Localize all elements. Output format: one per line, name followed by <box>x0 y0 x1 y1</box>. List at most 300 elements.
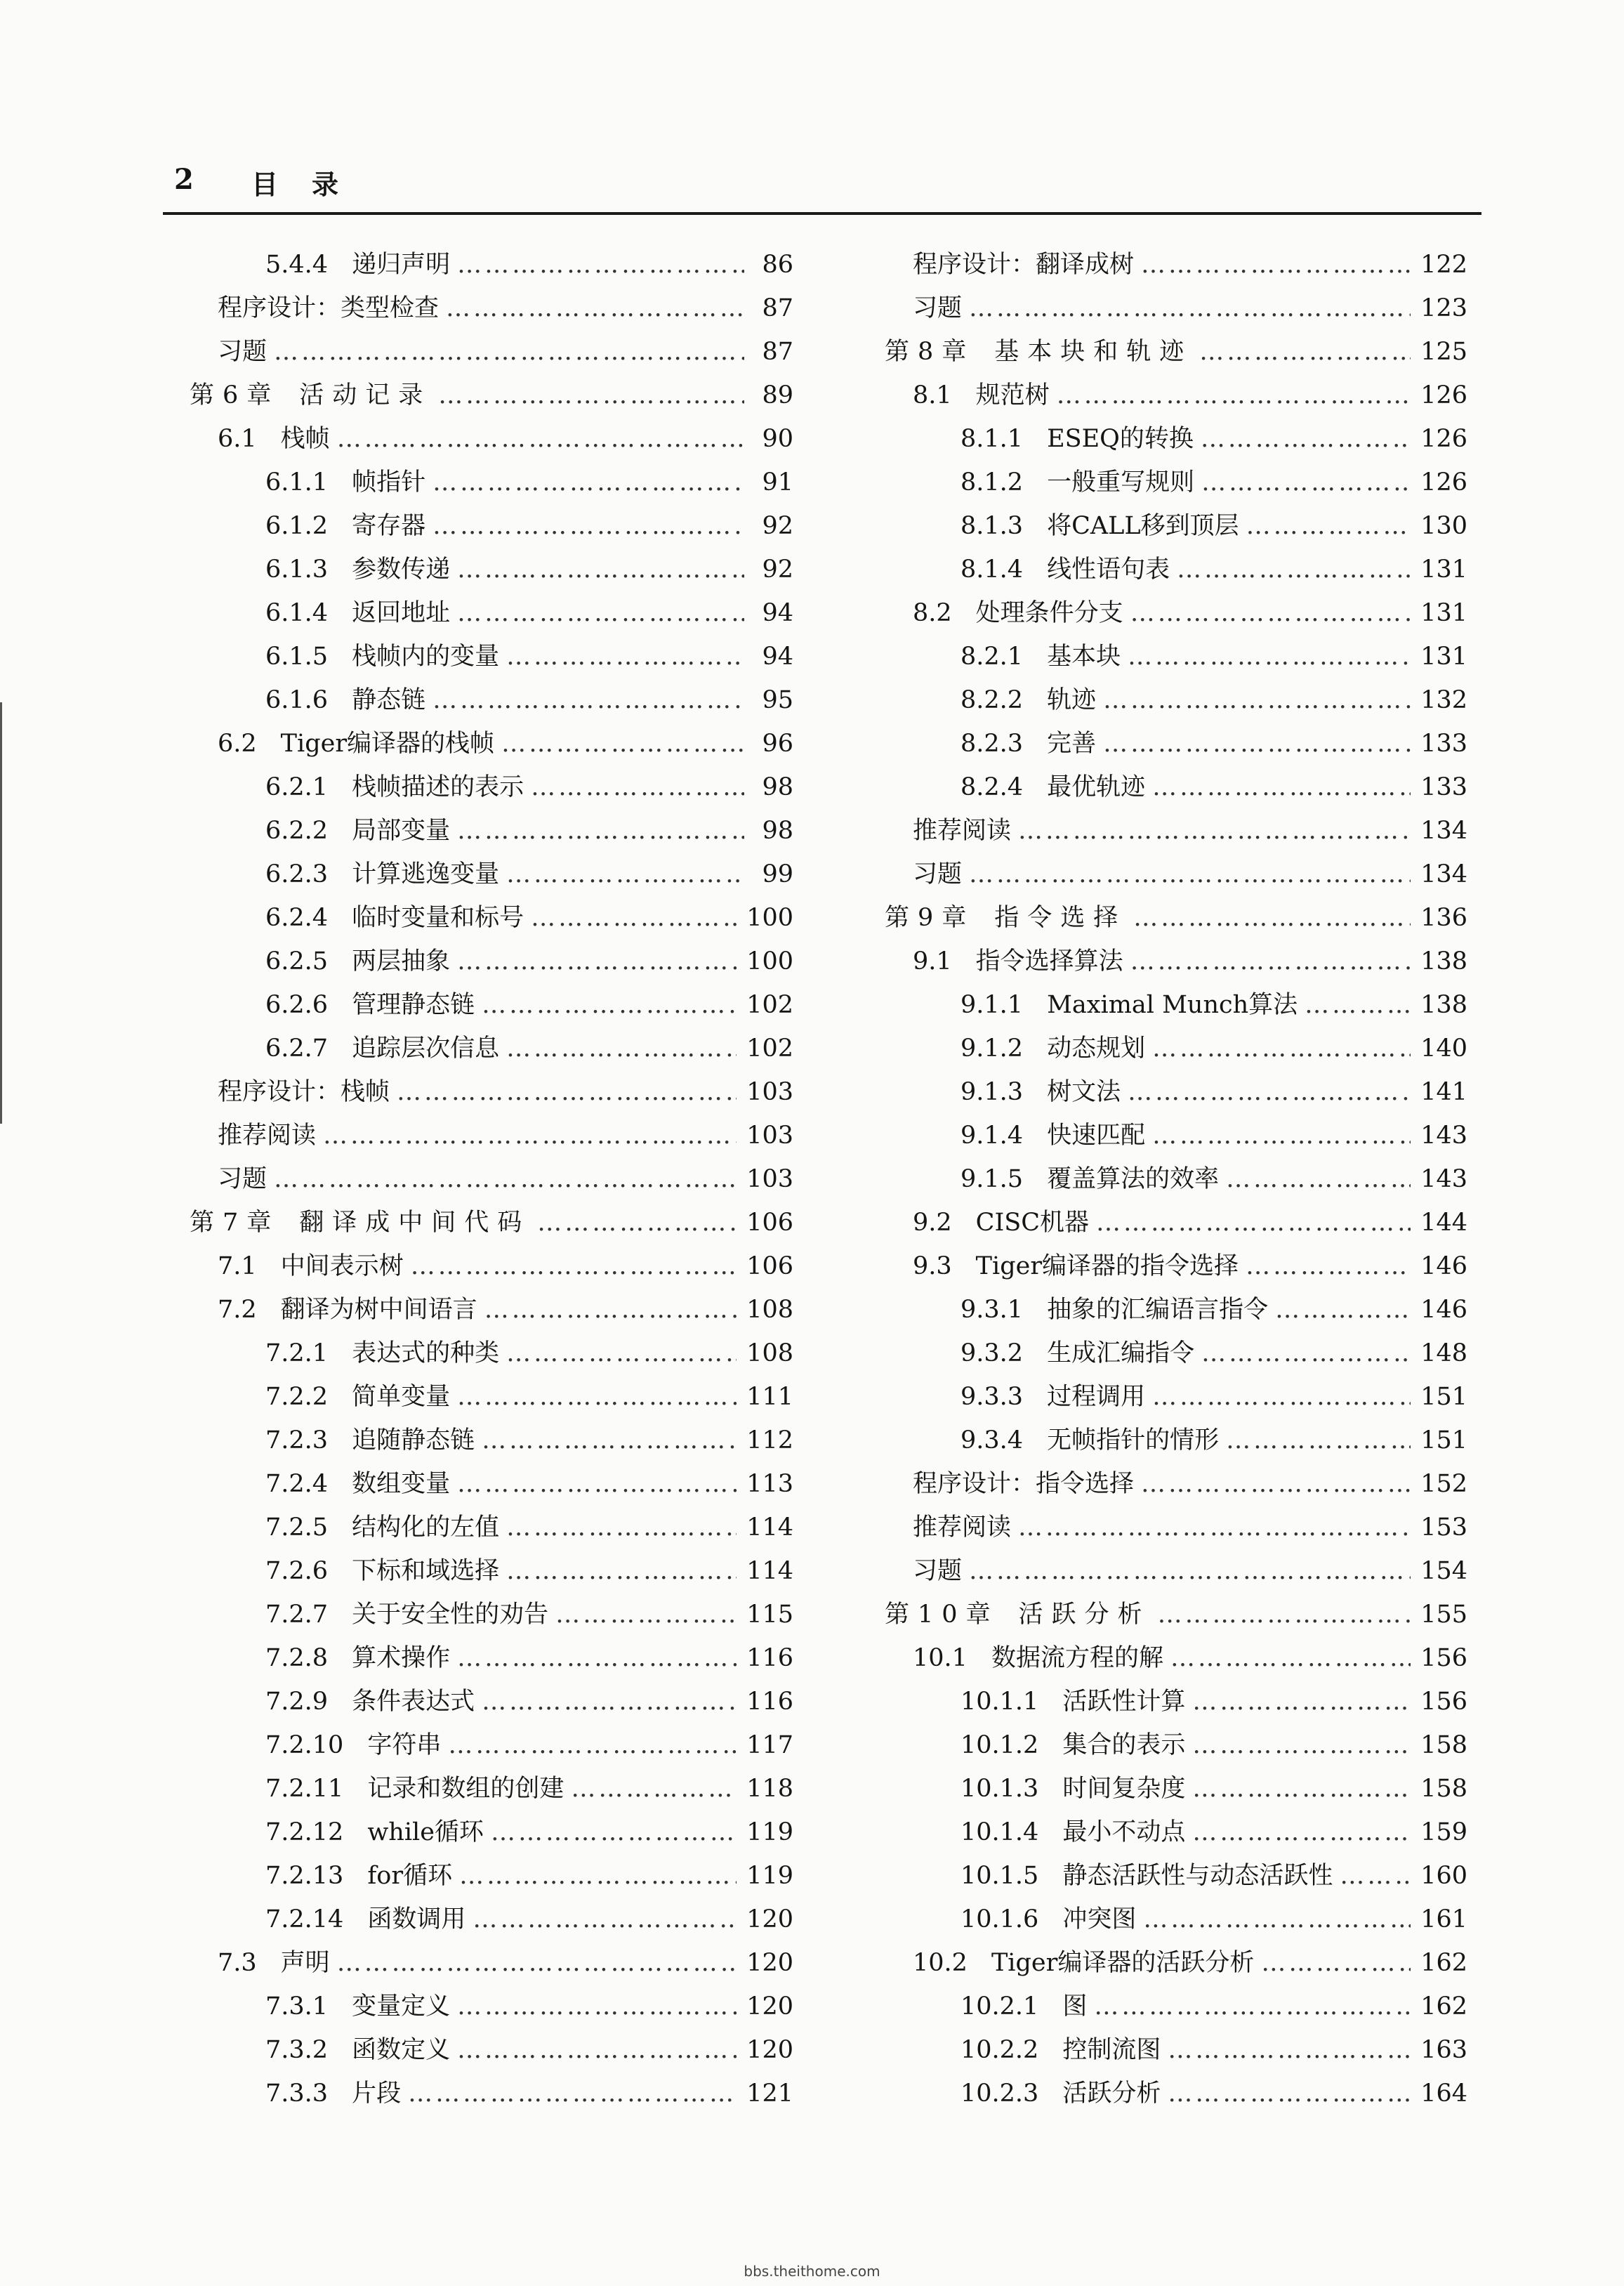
dot-leader <box>1168 2028 1411 2072</box>
dot-leader <box>274 1157 737 1201</box>
dot-leader <box>531 896 737 940</box>
toc-entry-number: 6.2.5 <box>265 947 329 976</box>
toc-entry <box>871 461 1467 504</box>
toc-entry <box>176 1680 793 1723</box>
toc-entry-title: 树文法 <box>1047 1078 1121 1106</box>
toc-entry-page: 162 <box>1420 1992 1467 2021</box>
toc-entry <box>871 853 1467 896</box>
dot-leader <box>571 1767 737 1811</box>
dot-leader <box>1057 374 1411 417</box>
toc-entry-number: 第8章 <box>885 338 975 366</box>
toc-entry-title: 集合的表示 <box>1062 1731 1186 1759</box>
toc-entry-page: 131 <box>1420 556 1467 584</box>
toc-entry-number: 7.2.8 <box>265 1644 329 1672</box>
dot-leader <box>1201 461 1411 504</box>
toc-entry-number: 5.4.4 <box>265 251 329 279</box>
toc-entry-title: 翻译成中间代码 <box>299 1209 531 1237</box>
toc-entry <box>871 1244 1467 1288</box>
toc-entry-title: 时间复杂度 <box>1062 1775 1186 1803</box>
toc-entry-page: 111 <box>746 1383 793 1411</box>
toc-entry-number: 7.2.10 <box>265 1731 344 1759</box>
dot-leader <box>1275 1288 1411 1332</box>
toc-entry-page: 136 <box>1420 904 1467 932</box>
toc-entry-number: 7.2.4 <box>265 1470 329 1498</box>
toc-entry-title: 习题 <box>218 1165 268 1193</box>
toc-entry-page: 86 <box>762 251 793 279</box>
toc-entry-title: 条件表达式 <box>352 1688 475 1716</box>
dot-leader <box>323 1114 737 1157</box>
toc-entry-page: 141 <box>1420 1078 1467 1106</box>
toc-entry <box>176 1332 793 1375</box>
toc-entry-number: 6.2.1 <box>265 773 329 801</box>
toc-entry-page: 120 <box>746 1905 793 1933</box>
toc-entry-title: Maximal Munch算法 <box>1047 991 1298 1019</box>
toc-entry-page: 160 <box>1420 1862 1467 1890</box>
toc-entry <box>176 809 793 853</box>
toc-entry-title: 指令选择 <box>994 904 1127 932</box>
toc-entry-page: 143 <box>1420 1165 1467 1193</box>
toc-entry-number: 第9章 <box>885 904 975 932</box>
toc-entry <box>176 983 793 1027</box>
toc-entry <box>871 1811 1467 1854</box>
toc-entry-page: 119 <box>746 1818 793 1846</box>
toc-entry-page: 126 <box>1420 468 1467 497</box>
toc-entry-number: 10.2.1 <box>960 1992 1039 2021</box>
toc-entry-number: 9.2 <box>913 1209 952 1237</box>
dot-leader <box>1305 983 1411 1027</box>
toc-entry-title: 将CALL移到顶层 <box>1047 512 1239 540</box>
dot-leader <box>1340 1854 1411 1898</box>
toc-entry-title: Tiger编译器的栈帧 <box>280 730 495 758</box>
toc-entry-title: Tiger编译器的指令选择 <box>975 1252 1239 1280</box>
toc-entry-number: 7.2.6 <box>265 1557 329 1585</box>
dot-leader <box>1133 896 1411 940</box>
toc-entry <box>176 1636 793 1680</box>
toc-entry-title: 栈帧 <box>280 425 330 453</box>
toc-entry-page: 98 <box>762 773 793 801</box>
toc-entry-title: 习题 <box>913 294 963 322</box>
toc-entry-title: 参数传递 <box>352 556 451 584</box>
toc-entry-title: 帧指针 <box>352 468 426 497</box>
toc-entry-title: 最优轨迹 <box>1047 773 1146 801</box>
toc-entry-page: 100 <box>746 904 793 932</box>
dot-leader <box>1141 243 1411 287</box>
toc-entry <box>871 1549 1467 1593</box>
dot-leader <box>457 1375 737 1419</box>
toc-entry-title: 函数调用 <box>367 1905 466 1933</box>
toc-entry <box>871 1941 1467 1985</box>
dot-leader <box>1152 766 1411 809</box>
dot-leader <box>1192 1811 1411 1854</box>
toc-entry-page: 138 <box>1420 947 1467 976</box>
dot-leader <box>274 330 744 374</box>
dot-leader <box>411 1244 737 1288</box>
toc-entry-title: 算术操作 <box>352 1644 451 1672</box>
toc-entry-title: while循环 <box>367 1818 484 1846</box>
toc-entry-title: 习题 <box>218 338 268 366</box>
toc-entry-number: 9.1 <box>913 947 952 976</box>
dot-leader <box>1246 504 1411 548</box>
dot-leader <box>969 1549 1411 1593</box>
toc-entry-number: 7.3 <box>218 1949 257 1977</box>
dot-leader <box>1018 1506 1411 1549</box>
dot-leader <box>457 1462 737 1506</box>
dot-leader <box>1152 1114 1411 1157</box>
dot-leader <box>1128 1070 1411 1114</box>
toc-entry-title: 中间表示树 <box>280 1252 404 1280</box>
toc-entry-page: 120 <box>746 1992 793 2021</box>
toc-entry-page: 102 <box>746 991 793 1019</box>
toc-entry-title: 函数定义 <box>352 2036 451 2064</box>
dot-leader <box>1261 1941 1411 1985</box>
toc-entry-page: 94 <box>762 643 793 671</box>
toc-entry <box>871 1288 1467 1332</box>
toc-entry <box>176 417 793 461</box>
toc-left-column <box>176 243 793 2115</box>
toc-entry-page: 115 <box>746 1601 793 1629</box>
toc-entry-number: 10.1 <box>913 1644 968 1672</box>
toc-entry-title: 追踪层次信息 <box>352 1034 500 1063</box>
toc-entry <box>871 1506 1467 1549</box>
toc-entry-number: 7.1 <box>218 1252 257 1280</box>
dot-leader <box>337 1941 737 1985</box>
dot-leader <box>482 1680 737 1723</box>
toc-entry <box>871 417 1467 461</box>
toc-entry-page: 96 <box>762 730 793 758</box>
toc-entry-page: 94 <box>762 599 793 627</box>
toc-entry-number: 7.2.9 <box>265 1688 329 1716</box>
toc-entry <box>176 896 793 940</box>
toc-entry-title: 习题 <box>913 1557 963 1585</box>
toc-entry-title: 生成汇编指令 <box>1047 1339 1195 1367</box>
toc-entry-number: 6.2 <box>218 730 257 758</box>
toc-entry-title: 习题 <box>913 860 963 888</box>
toc-entry <box>176 1157 793 1201</box>
toc-entry-page: 130 <box>1420 512 1467 540</box>
dot-leader <box>457 548 744 591</box>
toc-entry-number: 9.3.2 <box>960 1339 1024 1367</box>
dot-leader <box>457 1636 737 1680</box>
toc-entry <box>871 809 1467 853</box>
toc-entry-number: 7.3.2 <box>265 2036 329 2064</box>
toc-entry-number: 8.1.4 <box>960 556 1024 584</box>
toc-entry-number: 第7章 <box>190 1209 280 1237</box>
toc-entry <box>871 1157 1467 1201</box>
toc-entry-page: 153 <box>1420 1513 1467 1542</box>
toc-entry-title: 记录和数组的创建 <box>367 1775 565 1803</box>
toc-entry-number: 10.2.3 <box>960 2080 1039 2108</box>
toc-entry-page: 162 <box>1420 1949 1467 1977</box>
toc-entry-title: 程序设计：类型检查 <box>218 294 440 322</box>
toc-entry-title: 动态规划 <box>1047 1034 1146 1063</box>
toc-entry-title: 片段 <box>352 2080 402 2108</box>
toc-entry <box>176 2028 793 2072</box>
dot-leader <box>459 1854 737 1898</box>
toc-entry-page: 125 <box>1420 338 1467 366</box>
toc-entry-page: 158 <box>1420 1731 1467 1759</box>
toc-entry-title: 栈帧描述的表示 <box>352 773 524 801</box>
toc-entry-number: 9.1.2 <box>960 1034 1024 1063</box>
dot-leader <box>457 591 744 635</box>
toc-entry <box>176 591 793 635</box>
toc-entry <box>176 1201 793 1244</box>
toc-entry <box>871 1636 1467 1680</box>
dot-leader <box>457 809 744 853</box>
dot-leader <box>1192 1723 1411 1767</box>
toc-entry-title: 活跃分析 <box>1018 1601 1151 1629</box>
toc-entry <box>871 1462 1467 1506</box>
dot-leader <box>1226 1157 1411 1201</box>
toc-entry-title: ESEQ的转换 <box>1047 425 1194 453</box>
toc-entry <box>871 1201 1467 1244</box>
toc-entry-page: 146 <box>1420 1296 1467 1324</box>
toc-entry-title: 数据流方程的解 <box>991 1644 1163 1672</box>
toc-entry-page: 108 <box>746 1296 793 1324</box>
dot-leader <box>1128 635 1411 678</box>
toc-entry-page: 131 <box>1420 643 1467 671</box>
toc-entry-number: 第10章 <box>885 1601 999 1629</box>
toc-entry-title: 活跃性计算 <box>1062 1688 1186 1716</box>
toc-entry <box>176 1027 793 1070</box>
toc-entry <box>176 1462 793 1506</box>
toc-entry-page: 90 <box>762 425 793 453</box>
toc-entry-title: 变量定义 <box>352 1992 451 2021</box>
toc-entry-title: 程序设计：翻译成树 <box>913 251 1135 279</box>
toc-entry-title: 翻译为树中间语言 <box>280 1296 477 1324</box>
toc-entry-number: 9.1.5 <box>960 1165 1024 1193</box>
dot-leader <box>506 635 744 678</box>
toc-entry-page: 133 <box>1420 730 1467 758</box>
toc-entry-number: 7.2.1 <box>265 1339 329 1367</box>
toc-entry-title: 活跃分析 <box>1062 2080 1161 2108</box>
toc-entry-title: 字符串 <box>367 1731 442 1759</box>
toc-entry <box>871 678 1467 722</box>
toc-entry-title: 下标和域选择 <box>352 1557 500 1585</box>
toc-entry-number: 10.2 <box>913 1949 968 1977</box>
toc-entry-page: 91 <box>762 468 793 497</box>
dot-leader <box>1152 1027 1411 1070</box>
toc-entry <box>176 1593 793 1636</box>
toc-entry <box>176 548 793 591</box>
dot-leader <box>531 766 744 809</box>
toc-entry <box>871 1854 1467 1898</box>
toc-entry-title: 指令选择算法 <box>975 947 1123 976</box>
toc-entry-page: 112 <box>746 1426 793 1454</box>
toc-entry <box>176 287 793 330</box>
dot-leader <box>1096 1201 1411 1244</box>
toc-entry-title: 处理条件分支 <box>975 599 1123 627</box>
toc-entry-number: 8.2.2 <box>960 686 1024 714</box>
toc-entry-title: 递归声明 <box>352 251 451 279</box>
toc-entry-number: 9.3.3 <box>960 1383 1024 1411</box>
dot-leader <box>1177 548 1411 591</box>
toc-entry-number: 第6章 <box>190 381 280 409</box>
dot-leader <box>1168 2072 1411 2115</box>
toc-entry-page: 155 <box>1420 1601 1467 1629</box>
toc-entry <box>871 1985 1467 2028</box>
toc-entry <box>176 1375 793 1419</box>
toc-entry <box>871 1375 1467 1419</box>
toc-entry-page: 100 <box>746 947 793 976</box>
toc-entry-number: 6.2.6 <box>265 991 329 1019</box>
toc-entry-title: CISC机器 <box>975 1209 1090 1237</box>
dot-leader <box>482 1419 737 1462</box>
toc-entry <box>176 1419 793 1462</box>
toc-entry <box>176 1767 793 1811</box>
toc-entry-number: 6.2.3 <box>265 860 329 888</box>
running-title: 目录 <box>251 169 373 200</box>
scan-edge-mark <box>0 702 2 1124</box>
toc-entry <box>176 1070 793 1114</box>
toc-entry <box>871 548 1467 591</box>
toc-entry-page: 119 <box>746 1862 793 1890</box>
toc-entry-page: 116 <box>746 1688 793 1716</box>
toc-entry-number: 6.1 <box>218 425 257 453</box>
toc-entry-number: 10.1.2 <box>960 1731 1039 1759</box>
toc-entry-title: 临时变量和标号 <box>352 904 524 932</box>
toc-entry <box>871 2028 1467 2072</box>
toc-entry-page: 114 <box>746 1513 793 1542</box>
toc-entry-title: 管理静态链 <box>352 991 475 1019</box>
dot-leader <box>433 461 744 504</box>
toc-entry-page: 92 <box>762 556 793 584</box>
toc-entry-title: 推荐阅读 <box>913 817 1012 845</box>
dot-leader <box>1094 1985 1411 2028</box>
toc-entry-page: 120 <box>746 2036 793 2064</box>
toc-entry <box>871 2072 1467 2115</box>
toc-entry <box>176 461 793 504</box>
dot-leader <box>1192 1680 1411 1723</box>
toc-entry-page: 126 <box>1420 381 1467 409</box>
toc-entry-title: 完善 <box>1047 730 1097 758</box>
toc-entry <box>176 1549 793 1593</box>
toc-entry-page: 113 <box>746 1470 793 1498</box>
dot-leader <box>537 1201 737 1244</box>
toc-entry-page: 132 <box>1420 686 1467 714</box>
toc-entry-number: 9.1.3 <box>960 1078 1024 1106</box>
toc-entry-page: 152 <box>1420 1470 1467 1498</box>
toc-entry-page: 106 <box>746 1252 793 1280</box>
toc-entry-number: 8.2.4 <box>960 773 1024 801</box>
toc-entry-number: 7.2.3 <box>265 1426 329 1454</box>
toc-entry <box>176 374 793 417</box>
dot-leader <box>433 504 744 548</box>
toc-entry <box>871 1027 1467 1070</box>
dot-leader <box>1143 1898 1411 1941</box>
dot-leader <box>1103 722 1411 766</box>
toc-entry-page: 116 <box>746 1644 793 1672</box>
toc-entry-number: 7.2.13 <box>265 1862 344 1890</box>
dot-leader <box>446 287 744 330</box>
toc-entry <box>871 1070 1467 1114</box>
toc-entry-title: 数组变量 <box>352 1470 451 1498</box>
dot-leader <box>506 1549 737 1593</box>
toc-entry-page: 143 <box>1420 1122 1467 1150</box>
toc-entry-page: 114 <box>746 1557 793 1585</box>
toc-entry-number: 6.2.7 <box>265 1034 329 1063</box>
toc-entry <box>176 2072 793 2115</box>
toc-entry-page: 89 <box>762 381 793 409</box>
toc-entry-title: 图 <box>1062 1992 1088 2021</box>
toc-entry-page: 159 <box>1420 1818 1467 1846</box>
toc-entry-title: 推荐阅读 <box>913 1513 1012 1542</box>
toc-entry-title: 简单变量 <box>352 1383 451 1411</box>
toc-entry-number: 6.2.2 <box>265 817 329 845</box>
toc-entry-number: 8.1.2 <box>960 468 1024 497</box>
toc-right-column <box>871 243 1467 2115</box>
dot-leader <box>506 1332 737 1375</box>
toc-entry-number: 9.3.4 <box>960 1426 1024 1454</box>
toc-entry-number: 7.2 <box>218 1296 257 1324</box>
toc-entry <box>176 1288 793 1332</box>
toc-entry-page: 121 <box>746 2080 793 2108</box>
toc-entry-number: 7.2.5 <box>265 1513 329 1542</box>
dot-leader <box>408 2072 737 2115</box>
header-rule <box>163 212 1481 215</box>
toc-entry-title: 程序设计：栈帧 <box>218 1078 390 1106</box>
toc-entry-number: 7.3.1 <box>265 1992 329 2021</box>
toc-entry-title: 最小不动点 <box>1062 1818 1186 1846</box>
dot-leader <box>433 678 744 722</box>
toc-entry-title: 控制流图 <box>1062 2036 1161 2064</box>
toc-entry-number: 7.2.7 <box>265 1601 329 1629</box>
dot-leader <box>457 2028 737 2072</box>
dot-leader <box>448 1723 737 1767</box>
toc-entry-title: 表达式的种类 <box>352 1339 500 1367</box>
toc-entry-page: 106 <box>746 1209 793 1237</box>
dot-leader <box>337 417 744 461</box>
toc-entry-page: 122 <box>1420 251 1467 279</box>
toc-entry <box>871 1419 1467 1462</box>
dot-leader <box>1158 1593 1411 1636</box>
toc-entry <box>176 330 793 374</box>
toc-entry <box>176 678 793 722</box>
toc-entry-page: 102 <box>746 1034 793 1063</box>
toc-entry-number: 10.1.3 <box>960 1775 1039 1803</box>
toc-entry-number: 6.1.3 <box>265 556 329 584</box>
dot-leader <box>1141 1462 1411 1506</box>
toc-entry <box>871 896 1467 940</box>
toc-entry <box>176 1898 793 1941</box>
toc-entry-page: 163 <box>1420 2036 1467 2064</box>
dot-leader <box>1130 591 1411 635</box>
dot-leader <box>438 374 744 417</box>
toc-entry-number: 10.1.4 <box>960 1818 1039 1846</box>
toc-entry <box>176 504 793 548</box>
dot-leader <box>969 853 1411 896</box>
dot-leader <box>1226 1419 1411 1462</box>
toc-entry-title: 两层抽象 <box>352 947 451 976</box>
toc-entry-title: 线性语句表 <box>1047 556 1170 584</box>
toc-entry <box>871 504 1467 548</box>
dot-leader <box>506 853 744 896</box>
toc-entry-page: 87 <box>762 338 793 366</box>
toc-entry <box>871 766 1467 809</box>
toc-entry-number: 6.1.6 <box>265 686 329 714</box>
page-number: 2 <box>174 163 194 196</box>
dot-leader <box>1246 1244 1411 1288</box>
toc-entry-title: 关于安全性的劝告 <box>352 1601 549 1629</box>
toc-entry <box>176 1854 793 1898</box>
toc-entry-number: 8.2.1 <box>960 643 1024 671</box>
toc-entry-page: 154 <box>1420 1557 1467 1585</box>
toc-entry-title: 局部变量 <box>352 817 451 845</box>
toc-entry <box>871 1898 1467 1941</box>
toc-entry-page: 151 <box>1420 1383 1467 1411</box>
dot-leader <box>506 1506 737 1549</box>
dot-leader <box>457 243 744 287</box>
toc-entry-title: 声明 <box>280 1949 330 1977</box>
